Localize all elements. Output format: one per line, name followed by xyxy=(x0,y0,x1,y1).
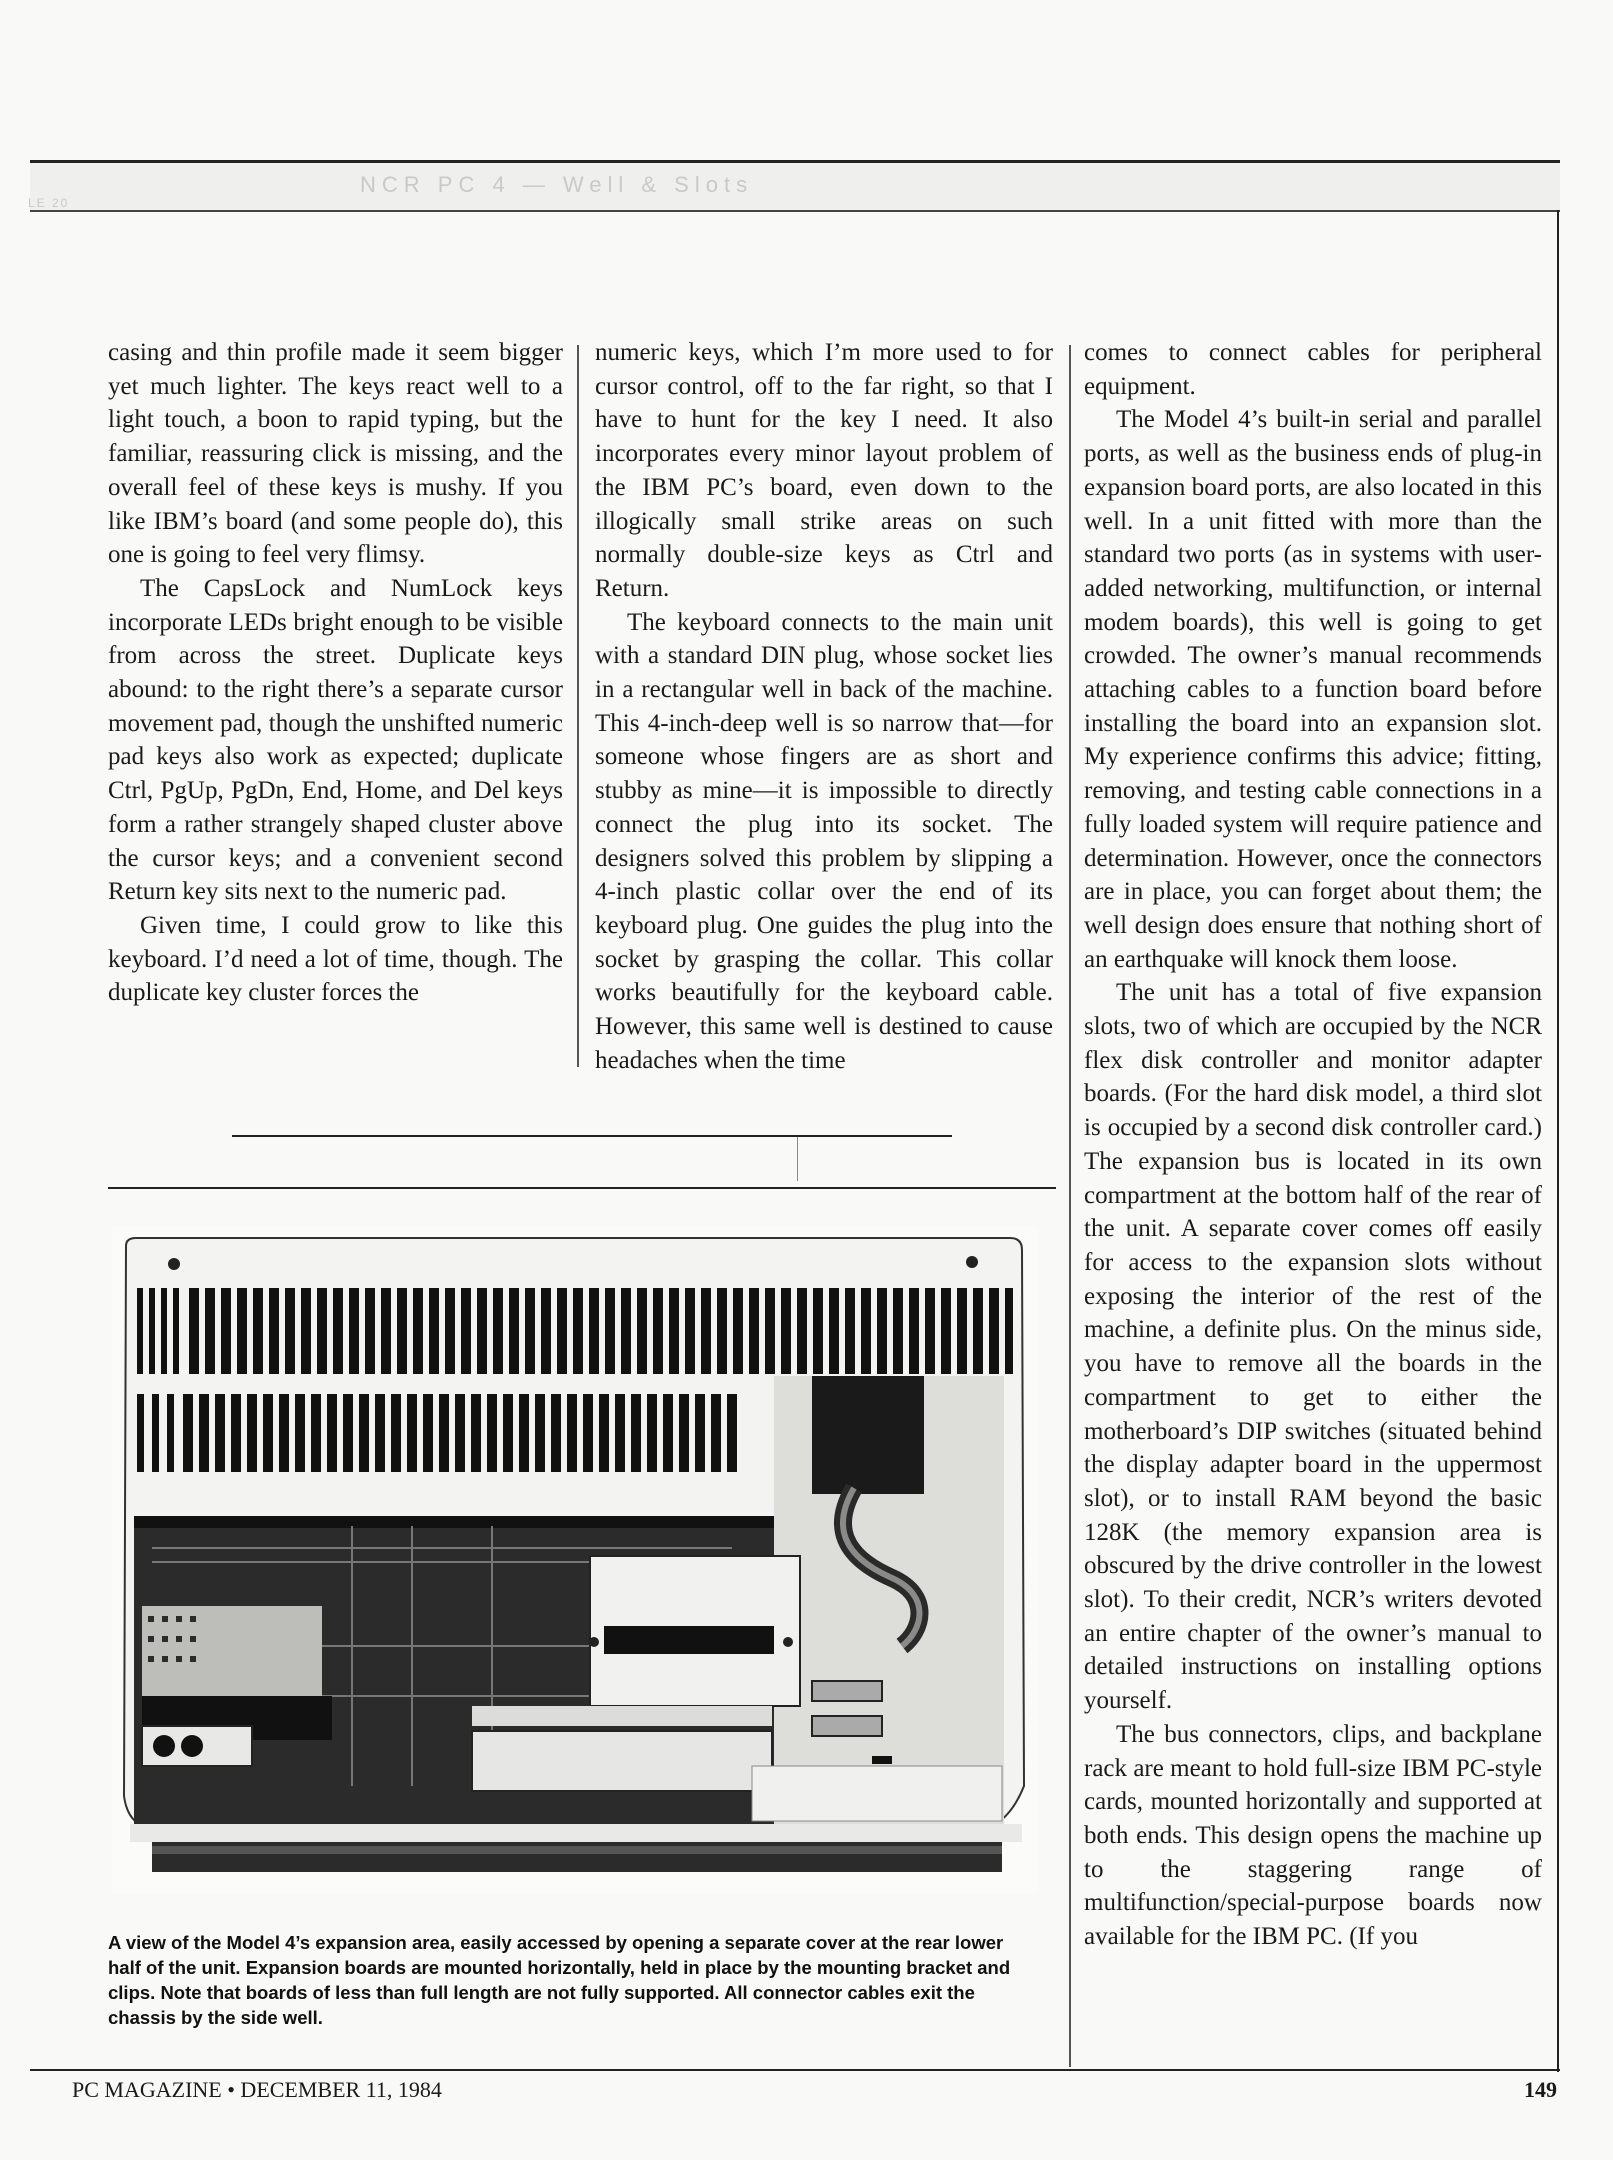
photo-rule-long xyxy=(108,1187,1056,1189)
col3-para-1: comes to connect cables for peripheral equipment. xyxy=(1084,339,1542,400)
expansion-area-photo xyxy=(112,1226,1037,1894)
column-1 xyxy=(108,336,563,1010)
photo-caption: A view of the Model 4’s expansion area, easily accessed by opening a separate cover at the rear lower half of the unit. Expansion boards are mounted horizontally, held in place by the mounting bracket and clips. Note that boards of less than full length are not fully supported. All connector cables exit the chassis by the side well. xyxy=(108,1932,1011,2028)
col3-para-3: The unit has a total of five expansion slots, two of which are occupied by the NCR flex disk controller and monitor adapter boards. (For the hard disk model, a third slot is occupied by a second disk controller card.) The expansion bus is located in its own compartment at the bottom half of the rear of the unit. A separate cover comes off easily for access to the expansion slots without exposing the interior of the rest of the machine, a definite plus. On the minus side, you have to remove all the boards in the compartment to get to either the motherboard’s DIP switches (situated behind the display adapter board in the uppermost slot), or to install RAM beyond the basic 128K (the memory expansion area is obscured by the drive controller in the lowest slot). To their credit, NCR’s writers devoted an entire chapter of the owner’s manual to detailed instructions on installing options yourself. xyxy=(1084,979,1542,1715)
col2-para-2: The keyboard connects to the main unit with a standard DIN plug, whose socket lies in a rectangular well in back of the machine. This 4-inch-deep well is so narrow that—for someone whose fingers are as short and stubby as mine—it is impossible to directly connect the plug into its socket. The designers solved this problem by slipping a 4-inch plastic collar over the end of its keyboard plug. One guides the plug into the socket by grasping the collar. This collar works beautifully for the keyboard cable. However, this same well is destined to cause headaches when the time xyxy=(595,608,1053,1074)
col3-para-2: The Model 4’s built-in serial and parallel ports, as well as the business ends of plug-in expansion board ports, are also located in this well. In a unit fitted with more than the standard two ports (as in systems with user-added networking, multifunction, or internal modem boards), this well is going to get crowded. The owner’s manual recommends attaching cables to a function board before installing the board into an expansion slot. My experience confirms this advice; fitting, removing, and testing cable connections in a fully loaded system will require patience and determination. However, once the connectors are in place, you can forget about them; the well design does ensure that nothing short of an earthquake will knock them loose. xyxy=(1084,406,1542,973)
col1-para-3: Given time, I could grow to like this keyboard. I’d need a lot of time, though. The duplicate key cluster forces the xyxy=(108,911,563,1007)
col1-para-2: The CapsLock and NumLock keys incorporate LEDs bright enough to be visible from across the street. Duplicate keys abound: to the right there’s a separate cursor movement pad, though the unshifted numeric pad keys also work as expected; duplicate Ctrl, PgUp, PgDn, End, Home, and Del keys form a rather strangely shaped cluster above the cursor keys; and a convenient second Return key sits next to the numeric pad. xyxy=(108,574,563,906)
header-banner-band xyxy=(30,163,1560,210)
header-faint-left: LE 20 xyxy=(28,196,70,210)
column-rule-1 xyxy=(577,345,579,1067)
frame-right-rule xyxy=(1557,210,1559,2072)
col2-para-1: numeric keys, which I’m more used to for cursor control, off to the far right, so that I have to hunt for the key I need. It also incorporates every minor layout problem of the IBM PC’s board, even down to the illogically small strike areas on such normally double-size keys as Ctrl and Return. xyxy=(595,339,1053,602)
header-rule-bottom xyxy=(30,210,1560,212)
column-3 xyxy=(1084,336,1542,1954)
footer-rule xyxy=(30,2069,1560,2071)
column-rule-2 xyxy=(1069,345,1071,2067)
column-2 xyxy=(595,336,1053,1077)
photo-rule-tick xyxy=(797,1137,798,1181)
col1-para-1: casing and thin profile made it seem bigger yet much lighter. The keys react well to a light touch, a boon to rapid typing, but the familiar, reassuring click is missing, and the overall feel of these keys is mushy. If you like IBM’s board (and some people do), this one is going to feel very flimsy. xyxy=(108,339,563,569)
col3-para-4: The bus connectors, clips, and backplane rack are meant to hold full-size IBM PC-style cards, mounted horizontally and supported at both ends. This design opens the machine up to the staggering range of multifunction/special-purpose boards now available for the IBM PC. (If you xyxy=(1084,1720,1542,1951)
footer-page-number: 149 xyxy=(1524,2077,1557,2102)
footer-publication: PC MAGAZINE • DECEMBER 11, 1984 xyxy=(72,2077,442,2102)
photo-rule-short xyxy=(232,1135,952,1137)
header-faint-banner: NCR PC 4 — Well & Slots xyxy=(360,172,754,197)
